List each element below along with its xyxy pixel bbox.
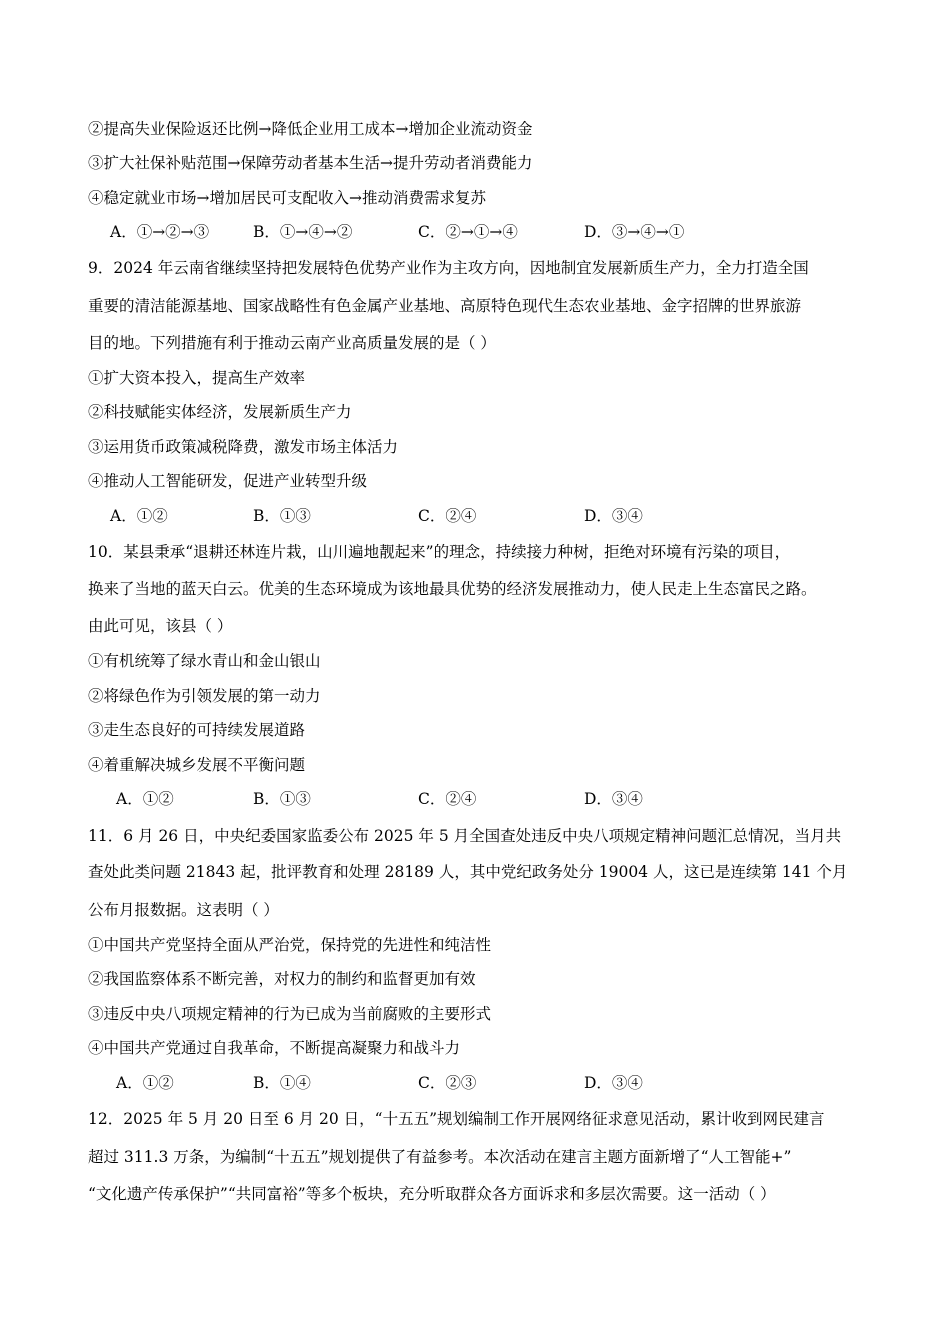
- q10-stem-line-1: 10．某县秉承“退耕还林连片栽，山川遍地靓起来”的理念，持续接力种树，拒绝对环境有污染的项目，: [88, 543, 791, 561]
- q8-item-4: ④稳定就业市场→增加居民可支配收入→推动消费需求复苏: [88, 189, 486, 207]
- q8-item-3: ③扩大社保补贴范围→保障劳动者基本生活→提升劳动者消费能力: [88, 154, 533, 172]
- q9-item-1: ①扩大资本投入，提高生产效率: [88, 369, 306, 387]
- q12-stem-line-1: 12．2025 年 5 月 20 日至 6 月 20 日，“十五五”规划编制工作开展网络征求意见活动，累计收到网民建言: [88, 1110, 825, 1128]
- q10-option-d: D．③④: [584, 790, 643, 808]
- q9-options: [0, 506, 950, 526]
- q11-options: [0, 1073, 950, 1093]
- q8-options: [0, 222, 950, 242]
- q8-option-a: A．①→②→③: [110, 223, 210, 241]
- q8-item-2: ②提高失业保险返还比例→降低企业用工成本→增加企业流动资金: [88, 120, 533, 138]
- q10-option-c: C．②④: [418, 790, 477, 808]
- q10-stem-line-3: 由此可见，该县（ ）: [88, 617, 233, 635]
- q11-item-1: ①中国共产党坚持全面从严治党，保持党的先进性和纯洁性: [88, 936, 492, 954]
- q8-option-b: B．①→④→②: [253, 223, 353, 241]
- q10-item-1: ①有机统筹了绿水青山和金山银山: [88, 652, 321, 670]
- q9-stem-line-1: 9．2024 年云南省继续坚持把发展特色优势产业作为主攻方向，因地制宜发展新质生产力，全力打造全国: [88, 259, 809, 277]
- q8-option-c: C．②→①→④: [418, 223, 518, 241]
- q11-option-b: B．①④: [253, 1074, 311, 1092]
- q9-option-c: C．②④: [418, 507, 477, 525]
- q10-option-b: B．①③: [253, 790, 311, 808]
- q9-stem-line-2: 重要的清洁能源基地、国家战略性有色金属产业基地、高原特色现代生态农业基地、金字招牌的世界旅游: [88, 297, 802, 315]
- q9-item-2: ②科技赋能实体经济，发展新质生产力: [88, 403, 352, 421]
- q12-stem-line-3: “文化遗产传承保护”“共同富裕”等多个板块，充分听取群众各方面诉求和多层次需要。这一活动（ ）: [88, 1185, 776, 1203]
- q11-option-d: D．③④: [584, 1074, 643, 1092]
- q11-stem-line-2: 查处此类问题 21843 起，批评教育和处理 28189 人，其中党纪政务处分 19004 人，这已是连续第 141 个月: [88, 863, 848, 881]
- q9-option-d: D．③④: [584, 507, 643, 525]
- q11-stem-line-1: 11．6 月 26 日，中央纪委国家监委公布 2025 年 5 月全国查处违反中央八项规定精神问题汇总情况，当月共: [88, 827, 842, 845]
- q10-item-2: ②将绿色作为引领发展的第一动力: [88, 687, 321, 705]
- q11-option-c: C．②③: [418, 1074, 477, 1092]
- q11-item-2: ②我国监察体系不断完善，对权力的制约和监督更加有效: [88, 970, 476, 988]
- q10-options: [0, 789, 950, 809]
- q10-stem-line-2: 换来了当地的蓝天白云。优美的生态环境成为该地最具优势的经济发展推动力，使人民走上生态富民之路。: [88, 580, 817, 598]
- q9-stem-line-3: 目的地。下列措施有利于推动云南产业高质量发展的是（ ）: [88, 334, 496, 352]
- q9-option-a: A．①②: [110, 507, 168, 525]
- q11-item-4: ④中国共产党通过自我革命，不断提高凝聚力和战斗力: [88, 1039, 461, 1057]
- q9-option-b: B．①③: [253, 507, 311, 525]
- q9-item-3: ③运用货币政策减税降费，激发市场主体活力: [88, 438, 399, 456]
- q11-stem-line-3: 公布月报数据。这表明（ ）: [88, 901, 279, 919]
- q9-item-4: ④推动人工智能研发，促进产业转型升级: [88, 472, 368, 490]
- q10-item-3: ③走生态良好的可持续发展道路: [88, 721, 306, 739]
- q11-option-a: A．①②: [116, 1074, 174, 1092]
- q8-option-d: D．③→④→①: [584, 223, 685, 241]
- q12-stem-line-2: 超过 311.3 万条，为编制“十五五”规划提供了有益参考。本次活动在建言主题方面新增了“人工智能+”: [88, 1148, 792, 1166]
- q10-option-a: A．①②: [116, 790, 174, 808]
- q10-item-4: ④着重解决城乡发展不平衡问题: [88, 756, 306, 774]
- q11-item-3: ③违反中央八项规定精神的行为已成为当前腐败的主要形式: [88, 1005, 492, 1023]
